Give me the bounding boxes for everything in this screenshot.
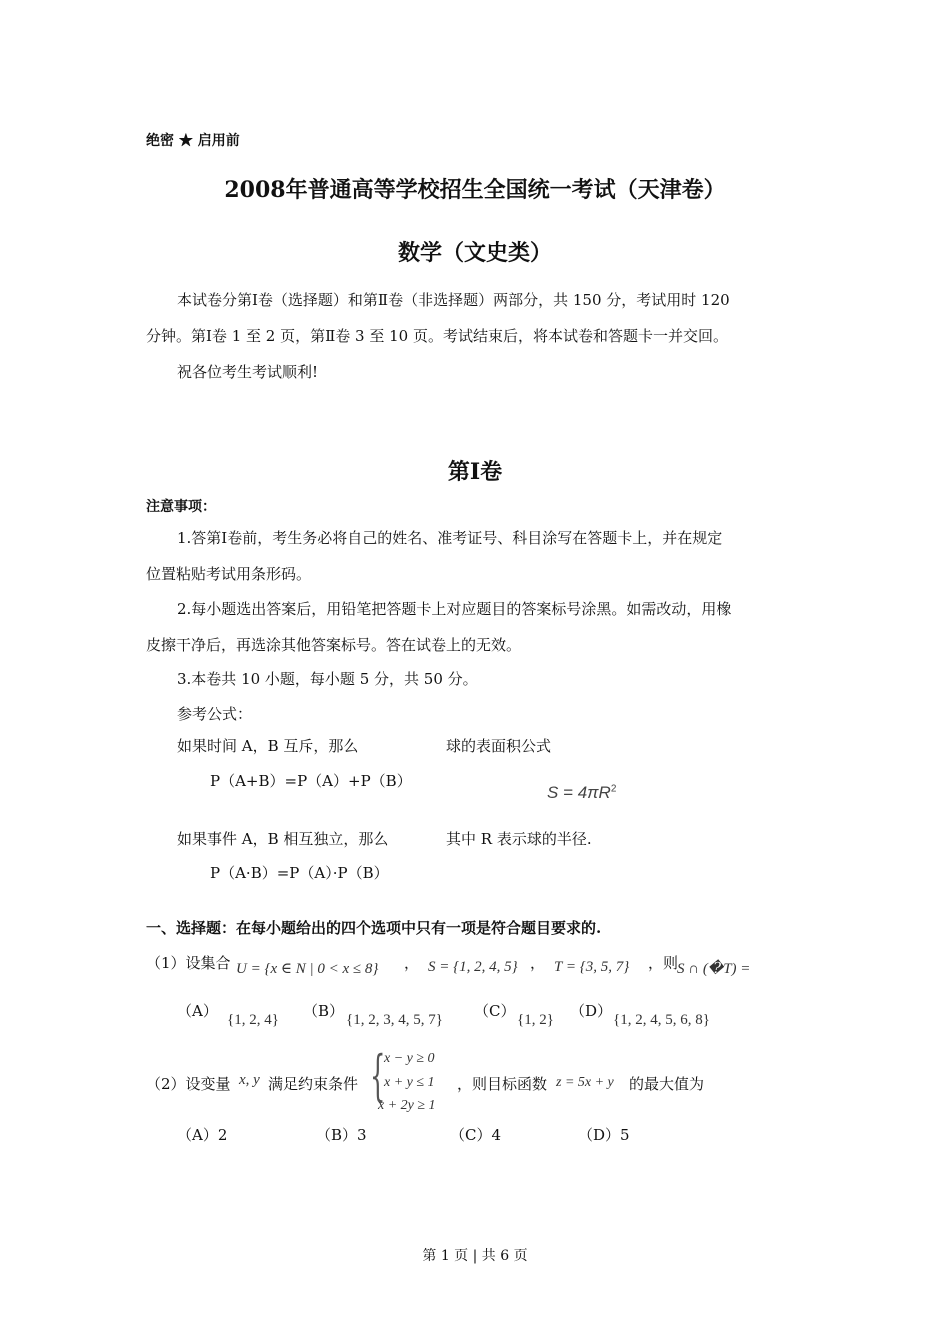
exam-title: 2008年普通高等学校招生全国统一考试（天津卷） [224,177,726,203]
confidential-label: 绝密 ★ 启用前 [146,133,240,149]
q2-tail-text: 的最大值为 [629,1075,705,1093]
q1-option-c-value: {1, 2} [517,1012,554,1028]
exclusive-intro: 如果时间 A，B 互斥，那么 [177,737,359,755]
q1-set-t: T = {3, 5, 7} [554,959,630,975]
q1-option-a-value: {1, 2, 4} [227,1012,279,1028]
q1-option-d-label: （D） [570,1002,613,1020]
notes-heading: 注意事项： [146,499,216,515]
q1-separator-1: ， [404,954,420,972]
note-1-line-2: 位置粘贴考试用条形码。 [146,565,312,583]
q1-set-s: S = {1, 2, 4, 5} [428,959,518,975]
q2-variables: x, y [239,1072,260,1088]
constraint-3: x + 2y ≥ 1 [378,1098,436,1113]
page-footer: 第 1 页 | 共 6 页 [422,1248,528,1264]
intro-line-1: 本试卷分第Ⅰ卷（选择题）和第Ⅱ卷（非选择题）两部分，共 150 分，考试用时 120 [177,291,730,309]
constraint-brace: { [370,1044,386,1107]
q2-option-a: （A）2 [177,1126,228,1144]
q2-option-b: （B）3 [316,1126,367,1144]
note-2-line-2: 皮擦干净后，再选涂其他答案标号。答在试卷上的无效。 [146,636,522,654]
q2-objective: z = 5x + y [556,1075,614,1090]
sphere-area-title: 球的表面积公式 [446,737,552,755]
q2-option-c: （C）4 [450,1126,502,1144]
note-3: 3.本卷共 10 小题，每小题 5 分，共 50 分。 [177,670,478,688]
constraint-1: x − y ≥ 0 [384,1051,435,1066]
q2-option-d: （D）5 [578,1126,630,1144]
subject-title: 数学（文史类） [397,240,552,266]
q1-option-b-value: {1, 2, 3, 4, 5, 7} [346,1012,443,1028]
q1-prefix: （1）设集合 [146,954,231,972]
intro-wish: 祝各位考生考试顺利! [177,363,319,381]
note-2-line-1: 2.每小题选出答案后，用铅笔把答题卡上对应题目的答案标号涂黑。如需改动，用橡 [177,600,732,618]
independent-formula: P（A·B）=P（A）·P（B） [210,864,389,882]
note-1-line-1: 1.答第Ⅰ卷前，考生务必将自己的姓名、准考证号、科目涂写在答题卡上，并在规定 [177,529,723,547]
sphere-area-expression: S = 4πR [547,783,611,802]
q1-option-a-label: （A） [177,1002,218,1020]
q2-after-text: ，则目标函数 [457,1075,548,1093]
q1-option-b-label: （B） [303,1002,345,1020]
q1-separator-2: ， [530,954,546,972]
q2-mid-text: 满足约束条件 [268,1075,359,1093]
q1-set-u: U = {x ∈ N | 0 < x ≤ 8} [236,961,379,977]
q1-expression: S ∩ (�T) = [677,961,751,977]
sphere-area-formula [547,783,616,803]
section-1-heading: 一、选择题：在每小题给出的四个选项中只有一项是符合题目要求的. [146,919,602,937]
independent-intro: 如果事件 A，B 相互独立，那么 [177,830,389,848]
q2-prefix: （2）设变量 [146,1075,231,1093]
volume-title: 第Ⅰ卷 [447,459,503,485]
radius-note: 其中 R 表示球的半径. [446,830,592,848]
intro-line-2: 分钟。第Ⅰ卷 1 至 2 页，第Ⅱ卷 3 至 10 页。考试结束后，将本试卷和答题卡一并交回。 [146,327,728,345]
formulas-heading: 参考公式： [177,705,253,723]
exclusive-formula: P（A+B）=P（A）+P（B） [210,772,412,790]
sphere-area-exponent: 2 [610,783,617,795]
constraint-2: x + y ≤ 1 [384,1075,435,1090]
q1-then: ，则 [648,954,679,972]
q1-option-d-value: {1, 2, 4, 5, 6, 8} [613,1012,710,1028]
q1-option-c-label: （C） [474,1002,516,1020]
